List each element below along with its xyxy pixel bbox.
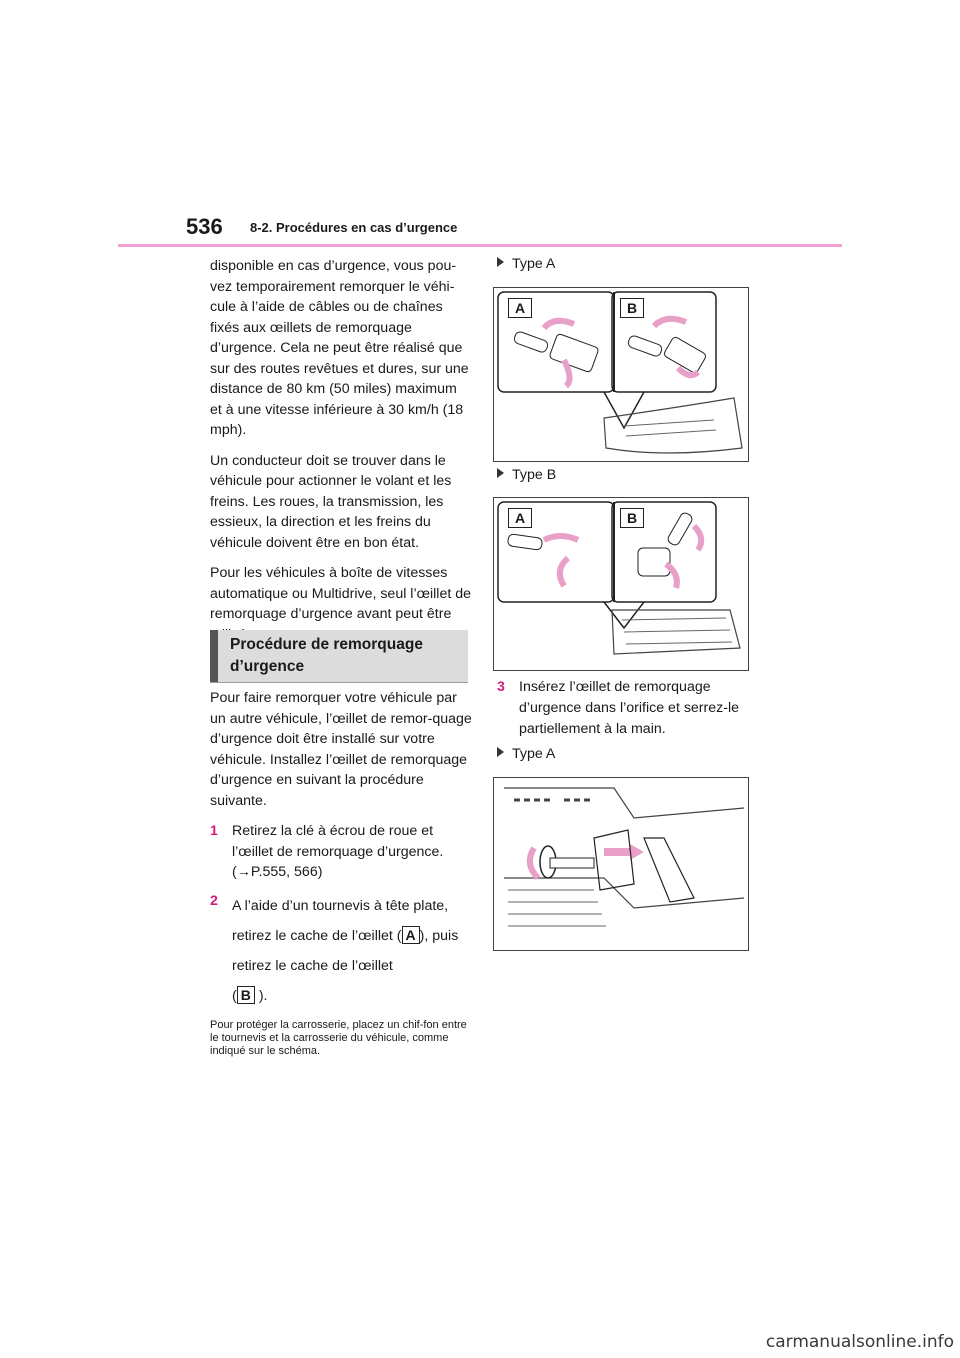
figure-badge-b: B: [620, 508, 644, 528]
step-text: Insérez l’œillet de remorquage d’urgence dans l’orifice et serrez-le partiellement à la main.: [519, 679, 740, 737]
step-text: (: [232, 987, 237, 1004]
heading-divider: [210, 682, 468, 683]
header-divider: [118, 244, 842, 247]
section-heading-line: Procédure de remorquage: [230, 636, 423, 653]
step-number: 1: [210, 823, 218, 839]
step-text: Retirez la clé à écrou de roue et l’œillet de remorquage d’urgence.: [232, 823, 444, 860]
section-heading: [210, 630, 468, 682]
step-number: 3: [497, 679, 505, 695]
triangle-bullet-icon: [497, 747, 504, 757]
triangle-bullet-icon: [497, 468, 504, 478]
figure-badge-a: A: [508, 508, 532, 528]
figure-badge-b: B: [620, 298, 644, 318]
figure-type-a-install-eyelet: [493, 777, 749, 951]
type-a-label: Type A: [497, 746, 555, 762]
step-3: [497, 677, 757, 748]
illustration: [494, 778, 748, 950]
figure-type-b-cover-removal: [493, 497, 749, 671]
step-text: A l’aide d’un tournevis à tête plate, retirez le cache de l’œillet (: [232, 897, 449, 944]
body-text-column: [210, 256, 472, 655]
figure-type-a-cover-removal: [493, 287, 749, 462]
figure-badge-a: A: [508, 298, 532, 318]
procedure-column: [210, 688, 472, 1058]
section-title: 8-2. Procédures en cas d’urgence: [250, 220, 458, 235]
note-text: Pour protéger la carrosserie, placez un chif-fon entre le tournevis et la carrosserie du véhicule, comme indiqué sur le schéma.: [210, 1018, 467, 1057]
step-text: ), puis retirez le cache de l’œillet: [232, 927, 459, 974]
step-2: [210, 891, 472, 1011]
paragraph: Un conducteur doit se trouver dans le véhicule pour actionner le volant et les freins. Les roues, la transmission, les essieux, la direction et les freins du véhicule doivent être en bon état.: [210, 452, 452, 551]
type-b-label: Type B: [497, 467, 556, 483]
step-1: [210, 821, 472, 883]
triangle-bullet-icon: [497, 257, 504, 267]
page-reference: (→P.555, 566): [232, 864, 323, 880]
page-number: 536: [186, 214, 223, 239]
callout-a: A: [402, 926, 420, 944]
paragraph: Pour les véhicules à boîte de vitesses automatique ou Multidrive, seul l’œillet de remorquage d’urgence avant peut être: [210, 565, 472, 622]
step-number: 2: [210, 892, 218, 909]
callout-b: B: [237, 986, 255, 1004]
step-text: ).: [258, 987, 268, 1004]
type-a-label: Type A: [497, 256, 555, 272]
watermark-text: carmanualsonline.info: [765, 1332, 954, 1352]
paragraph: disponible en cas d’urgence, vous pou-vez temporairement remorquer le véhi-cule à l’aide de câbles ou de chaînes fixés aux œillets de remorquage d’urgence. Cela ne peut être réalisé que sur des routes revêtues et dures, sur une distance de 80 km (50 miles) maximum et à une vitesse inférieure à 30 km/h (18 mph).: [210, 258, 469, 438]
intro-paragraph: Pour faire remorquer votre véhicule par un autre véhicule, l’œillet de remor-quage d’urgence doit être installé sur votre véhicule. Installez l’œillet de remorquage d’urgence en suivant la procédure suivante.: [210, 690, 472, 809]
section-heading-line: d’urgence: [230, 658, 305, 675]
